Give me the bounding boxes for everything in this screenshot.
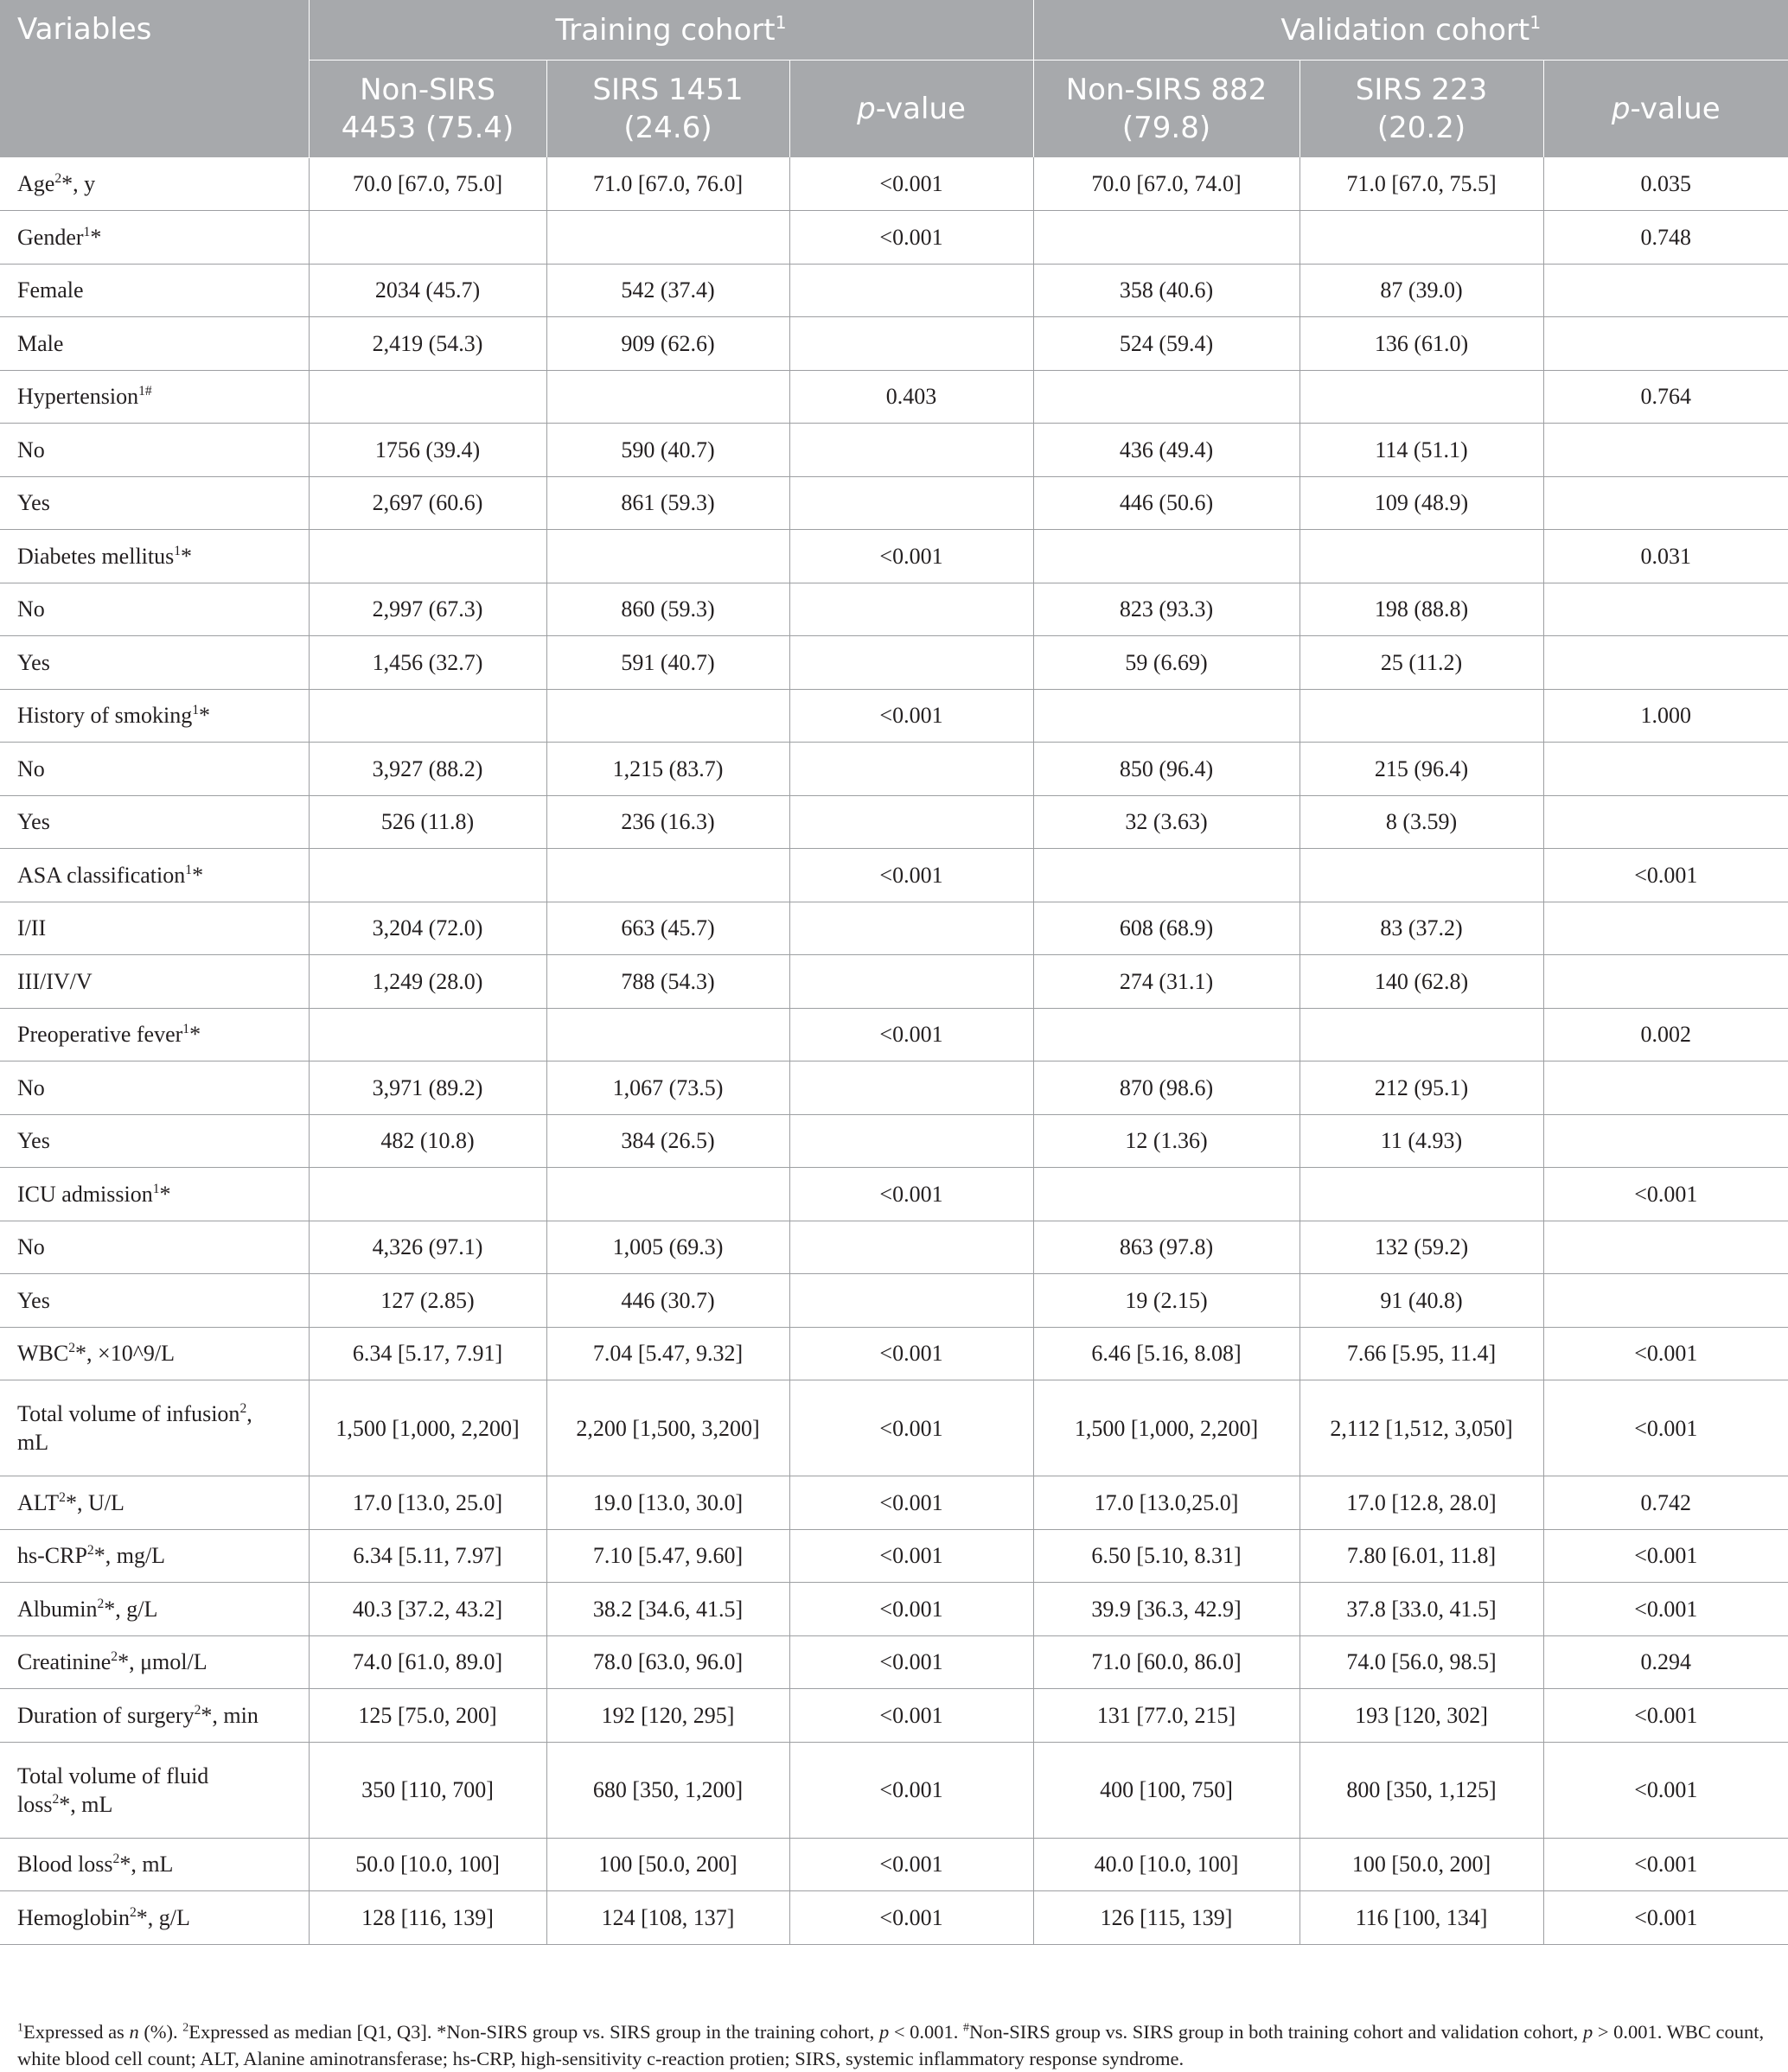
cell-training-sirs — [546, 530, 789, 583]
cell-training-non-sirs: 2,419 (54.3) — [309, 317, 546, 371]
row-label: Diabetes mellitus$^1$* — [0, 530, 309, 583]
cell-training-p-value — [789, 636, 1033, 690]
cell-validation-non-sirs: 823 (93.3) — [1033, 583, 1299, 636]
cell-validation-non-sirs: 126 [115, 139] — [1033, 1891, 1299, 1945]
table-row — [0, 1689, 1788, 1743]
cell-training-p-value: <0.001 — [789, 211, 1033, 265]
table-row — [0, 902, 1788, 955]
cell-validation-non-sirs: 6.46 [5.16, 8.08] — [1033, 1327, 1299, 1380]
cell-training-sirs: 100 [50.0, 200] — [546, 1838, 789, 1891]
row-label: Total volume of infusion$^2$, mL — [0, 1380, 309, 1476]
table-row — [0, 1114, 1788, 1168]
cell-training-sirs: 124 [108, 137] — [546, 1891, 789, 1945]
cell-training-p-value: <0.001 — [789, 1476, 1033, 1530]
cell-training-non-sirs: 1,249 (28.0) — [309, 955, 546, 1009]
cell-validation-p-value — [1543, 1221, 1788, 1274]
cell-training-non-sirs: 3,204 (72.0) — [309, 902, 546, 955]
cell-validation-non-sirs: 59 (6.69) — [1033, 636, 1299, 690]
cell-validation-p-value: <0.001 — [1543, 1891, 1788, 1945]
cell-validation-non-sirs: 608 (68.9) — [1033, 902, 1299, 955]
cell-training-p-value — [789, 424, 1033, 477]
table-row — [0, 689, 1788, 743]
cell-validation-p-value: 0.748 — [1543, 211, 1788, 265]
table-row — [0, 1327, 1788, 1380]
table-row — [0, 1529, 1788, 1583]
cell-training-non-sirs: 127 (2.85) — [309, 1274, 546, 1328]
cell-training-non-sirs — [309, 689, 546, 743]
cell-validation-non-sirs: 40.0 [10.0, 100] — [1033, 1838, 1299, 1891]
cell-training-sirs: 38.2 [34.6, 41.5] — [546, 1583, 789, 1636]
cell-validation-non-sirs — [1033, 1168, 1299, 1221]
cell-training-sirs: 236 (16.3) — [546, 795, 789, 849]
cell-training-sirs: 2,200 [1,500, 3,200] — [546, 1380, 789, 1476]
row-label: No — [0, 424, 309, 477]
header-validation-p-value: p-value — [1543, 61, 1788, 158]
cell-validation-sirs — [1299, 689, 1543, 743]
row-label: Albumin$^2$*, g/L — [0, 1583, 309, 1636]
row-label: ALT$^2$*, U/L — [0, 1476, 309, 1530]
row-label: I/II — [0, 902, 309, 955]
table-row — [0, 1583, 1788, 1636]
cell-training-non-sirs — [309, 211, 546, 265]
table-row — [0, 370, 1788, 424]
table-row — [0, 1008, 1788, 1062]
cell-validation-non-sirs: 274 (31.1) — [1033, 955, 1299, 1009]
cell-training-p-value: <0.001 — [789, 1742, 1033, 1838]
cell-training-non-sirs: 2,997 (67.3) — [309, 583, 546, 636]
cell-validation-p-value — [1543, 424, 1788, 477]
cell-training-p-value — [789, 955, 1033, 1009]
cell-training-non-sirs: 4,326 (97.1) — [309, 1221, 546, 1274]
cell-validation-non-sirs: 850 (96.4) — [1033, 743, 1299, 796]
row-label: III/IV/V — [0, 955, 309, 1009]
cell-validation-sirs: 193 [120, 302] — [1299, 1689, 1543, 1743]
cell-training-p-value: <0.001 — [789, 530, 1033, 583]
cell-validation-non-sirs — [1033, 1008, 1299, 1062]
row-label: No — [0, 1221, 309, 1274]
cell-training-non-sirs: 74.0 [61.0, 89.0] — [309, 1635, 546, 1689]
cell-validation-sirs: 215 (96.4) — [1299, 743, 1543, 796]
table-row — [0, 530, 1788, 583]
row-label: hs-CRP$^2$*, mg/L — [0, 1529, 309, 1583]
cell-training-non-sirs — [309, 1168, 546, 1221]
table-row — [0, 955, 1788, 1009]
table-row — [0, 211, 1788, 265]
cell-training-p-value — [789, 264, 1033, 317]
cell-validation-sirs: 87 (39.0) — [1299, 264, 1543, 317]
row-label: Yes — [0, 476, 309, 530]
cell-training-sirs: 1,067 (73.5) — [546, 1062, 789, 1115]
cell-validation-p-value: 0.764 — [1543, 370, 1788, 424]
cell-training-sirs: 788 (54.3) — [546, 955, 789, 1009]
cell-training-sirs: 1,005 (69.3) — [546, 1221, 789, 1274]
table-row — [0, 264, 1788, 317]
row-label: Hypertension$^{1\#}$ — [0, 370, 309, 424]
row-label: ICU admission$^1$* — [0, 1168, 309, 1221]
cell-validation-sirs: 11 (4.93) — [1299, 1114, 1543, 1168]
cell-training-sirs: 680 [350, 1,200] — [546, 1742, 789, 1838]
cell-training-non-sirs: 40.3 [37.2, 43.2] — [309, 1583, 546, 1636]
cell-validation-sirs: 74.0 [56.0, 98.5] — [1299, 1635, 1543, 1689]
cell-training-p-value — [789, 317, 1033, 371]
cell-training-non-sirs: 3,927 (88.2) — [309, 743, 546, 796]
cell-training-non-sirs — [309, 530, 546, 583]
row-label: Hemoglobin$^2$*, g/L — [0, 1891, 309, 1945]
cell-validation-p-value — [1543, 264, 1788, 317]
cell-validation-p-value — [1543, 1062, 1788, 1115]
row-label: Duration of surgery$^2$*, min — [0, 1689, 309, 1743]
cell-training-p-value — [789, 743, 1033, 796]
cell-validation-non-sirs: 39.9 [36.3, 42.9] — [1033, 1583, 1299, 1636]
cell-training-p-value — [789, 1114, 1033, 1168]
table-row — [0, 317, 1788, 371]
cell-validation-non-sirs: 32 (3.63) — [1033, 795, 1299, 849]
table-row — [0, 1274, 1788, 1328]
cell-training-non-sirs: 1,456 (32.7) — [309, 636, 546, 690]
cell-validation-sirs: 8 (3.59) — [1299, 795, 1543, 849]
cell-training-p-value: 0.403 — [789, 370, 1033, 424]
cell-training-p-value: <0.001 — [789, 1635, 1033, 1689]
cell-training-non-sirs: 6.34 [5.11, 7.97] — [309, 1529, 546, 1583]
cell-training-non-sirs: 2034 (45.7) — [309, 264, 546, 317]
cell-validation-non-sirs: 870 (98.6) — [1033, 1062, 1299, 1115]
table-row — [0, 849, 1788, 902]
cell-validation-sirs: 37.8 [33.0, 41.5] — [1299, 1583, 1543, 1636]
cell-training-sirs — [546, 1168, 789, 1221]
cell-validation-non-sirs: 70.0 [67.0, 74.0] — [1033, 157, 1299, 211]
cell-training-p-value — [789, 1274, 1033, 1328]
cell-training-non-sirs: 350 [110, 700] — [309, 1742, 546, 1838]
cell-validation-sirs: 17.0 [12.8, 28.0] — [1299, 1476, 1543, 1530]
table-row — [0, 795, 1788, 849]
header-training-sirs: SIRS 1451 (24.6) — [546, 61, 789, 158]
cell-validation-sirs: 2,112 [1,512, 3,050] — [1299, 1380, 1543, 1476]
cell-validation-sirs: 800 [350, 1,125] — [1299, 1742, 1543, 1838]
cell-validation-p-value — [1543, 583, 1788, 636]
cell-training-sirs: 384 (26.5) — [546, 1114, 789, 1168]
table-footnote: $^1$Expressed as n (%). $^2$Expressed as median [Q1, Q3]. *Non-SIRS group vs. SIRS group in the training cohort, p < 0.001. #Non-SIRS group vs. SIRS group in both training cohort and validation cohort, p > 0.001. WBC count, white blood cell count; ALT, Alanine aminotransferase; hs-CRP, high-sensitivity c-reaction protien; SIRS, systemic inflammatory response syndrome. — [17, 2021, 1765, 2069]
cell-validation-p-value: <0.001 — [1543, 1327, 1788, 1380]
cell-validation-p-value — [1543, 743, 1788, 796]
row-label: No — [0, 1062, 309, 1115]
cell-training-sirs — [546, 211, 789, 265]
table-row — [0, 583, 1788, 636]
cell-training-non-sirs — [309, 849, 546, 902]
cell-training-sirs: 590 (40.7) — [546, 424, 789, 477]
row-label: Yes — [0, 795, 309, 849]
cell-validation-p-value — [1543, 902, 1788, 955]
cell-validation-sirs: 116 [100, 134] — [1299, 1891, 1543, 1945]
row-label: Yes — [0, 636, 309, 690]
table-row — [0, 1891, 1788, 1945]
cell-training-non-sirs: 1,500 [1,000, 2,200] — [309, 1380, 546, 1476]
table-row — [0, 1742, 1788, 1838]
cell-validation-p-value: <0.001 — [1543, 1168, 1788, 1221]
cell-validation-sirs: 136 (61.0) — [1299, 317, 1543, 371]
cell-validation-sirs: 71.0 [67.0, 75.5] — [1299, 157, 1543, 211]
table-row — [0, 1062, 1788, 1115]
header-training-non-sirs: Non-SIRS 4453 (75.4) — [309, 61, 546, 158]
cell-validation-p-value: 0.742 — [1543, 1476, 1788, 1530]
cell-validation-p-value: <0.001 — [1543, 1529, 1788, 1583]
cell-training-p-value: <0.001 — [789, 1838, 1033, 1891]
cell-training-sirs: 192 [120, 295] — [546, 1689, 789, 1743]
table-row — [0, 1221, 1788, 1274]
table-row — [0, 743, 1788, 796]
row-label: Male — [0, 317, 309, 371]
cell-training-p-value — [789, 795, 1033, 849]
cell-training-sirs: 861 (59.3) — [546, 476, 789, 530]
cell-training-p-value: <0.001 — [789, 1891, 1033, 1945]
cell-training-sirs: 7.10 [5.47, 9.60] — [546, 1529, 789, 1583]
cell-validation-sirs — [1299, 1008, 1543, 1062]
header-validation-sirs: SIRS 223 (20.2) — [1299, 61, 1543, 158]
cell-training-non-sirs: 70.0 [67.0, 75.0] — [309, 157, 546, 211]
cell-training-p-value — [789, 1221, 1033, 1274]
cell-training-p-value: <0.001 — [789, 1008, 1033, 1062]
table-row — [0, 1838, 1788, 1891]
header-validation-cohort: Validation cohort$^1$ — [1033, 0, 1788, 61]
row-label: ASA classification$^1$* — [0, 849, 309, 902]
cell-training-non-sirs: 2,697 (60.6) — [309, 476, 546, 530]
cell-training-p-value — [789, 476, 1033, 530]
row-label: Female — [0, 264, 309, 317]
cell-validation-non-sirs: 446 (50.6) — [1033, 476, 1299, 530]
cell-training-non-sirs: 17.0 [13.0, 25.0] — [309, 1476, 546, 1530]
cell-training-non-sirs — [309, 370, 546, 424]
cell-training-non-sirs: 50.0 [10.0, 100] — [309, 1838, 546, 1891]
cell-training-p-value — [789, 902, 1033, 955]
cell-validation-p-value — [1543, 317, 1788, 371]
cell-validation-p-value: <0.001 — [1543, 1380, 1788, 1476]
row-label: Preoperative fever$^1$* — [0, 1008, 309, 1062]
cell-training-p-value: <0.001 — [789, 849, 1033, 902]
cell-validation-sirs: 83 (37.2) — [1299, 902, 1543, 955]
cell-training-non-sirs: 1756 (39.4) — [309, 424, 546, 477]
cell-training-p-value — [789, 1062, 1033, 1115]
cell-validation-non-sirs — [1033, 689, 1299, 743]
table-row — [0, 636, 1788, 690]
cell-validation-sirs: 212 (95.1) — [1299, 1062, 1543, 1115]
cell-validation-sirs — [1299, 1168, 1543, 1221]
table-row — [0, 1380, 1788, 1476]
cell-validation-p-value: <0.001 — [1543, 1742, 1788, 1838]
cell-training-non-sirs — [309, 1008, 546, 1062]
cell-training-sirs: 7.04 [5.47, 9.32] — [546, 1327, 789, 1380]
table-row — [0, 476, 1788, 530]
cell-validation-p-value: 0.035 — [1543, 157, 1788, 211]
table-row — [0, 1635, 1788, 1689]
cell-training-p-value: <0.001 — [789, 689, 1033, 743]
row-label: Total volume of fluid loss$^2$*, mL — [0, 1742, 309, 1838]
cell-validation-non-sirs — [1033, 849, 1299, 902]
row-label: No — [0, 583, 309, 636]
cell-training-sirs — [546, 370, 789, 424]
cell-validation-non-sirs: 17.0 [13.0,25.0] — [1033, 1476, 1299, 1530]
cell-validation-sirs: 109 (48.9) — [1299, 476, 1543, 530]
cell-validation-sirs: 140 (62.8) — [1299, 955, 1543, 1009]
cell-training-sirs — [546, 849, 789, 902]
cell-validation-sirs: 7.80 [6.01, 11.8] — [1299, 1529, 1543, 1583]
table-row — [0, 1476, 1788, 1530]
cell-training-sirs: 78.0 [63.0, 96.0] — [546, 1635, 789, 1689]
cell-validation-p-value — [1543, 476, 1788, 530]
cell-validation-sirs: 198 (88.8) — [1299, 583, 1543, 636]
cell-validation-p-value — [1543, 795, 1788, 849]
table-body — [0, 157, 1788, 1944]
table-row — [0, 1168, 1788, 1221]
cell-training-sirs: 663 (45.7) — [546, 902, 789, 955]
table-row — [0, 157, 1788, 211]
cell-validation-non-sirs — [1033, 370, 1299, 424]
cell-training-sirs: 591 (40.7) — [546, 636, 789, 690]
header-training-p-value: p-value — [789, 61, 1033, 158]
cell-validation-sirs — [1299, 530, 1543, 583]
cell-validation-p-value: 0.002 — [1543, 1008, 1788, 1062]
cell-validation-sirs: 7.66 [5.95, 11.4] — [1299, 1327, 1543, 1380]
row-label: Gender$^1$* — [0, 211, 309, 265]
cell-validation-sirs: 91 (40.8) — [1299, 1274, 1543, 1328]
cell-training-sirs: 19.0 [13.0, 30.0] — [546, 1476, 789, 1530]
cell-validation-non-sirs: 1,500 [1,000, 2,200] — [1033, 1380, 1299, 1476]
cell-validation-non-sirs — [1033, 211, 1299, 265]
table-row — [0, 424, 1788, 477]
cell-training-p-value: <0.001 — [789, 1168, 1033, 1221]
cell-validation-p-value: 0.294 — [1543, 1635, 1788, 1689]
cell-validation-non-sirs — [1033, 530, 1299, 583]
cell-validation-sirs — [1299, 370, 1543, 424]
cell-training-p-value: <0.001 — [789, 1689, 1033, 1743]
row-label: Yes — [0, 1114, 309, 1168]
cell-validation-p-value — [1543, 1114, 1788, 1168]
cell-training-sirs: 860 (59.3) — [546, 583, 789, 636]
cell-validation-p-value — [1543, 636, 1788, 690]
row-label: Blood loss$^2$*, mL — [0, 1838, 309, 1891]
header-validation-non-sirs: Non-SIRS 882 (79.8) — [1033, 61, 1299, 158]
cell-validation-sirs: 114 (51.1) — [1299, 424, 1543, 477]
cell-validation-non-sirs: 358 (40.6) — [1033, 264, 1299, 317]
cell-validation-non-sirs: 19 (2.15) — [1033, 1274, 1299, 1328]
cell-validation-sirs — [1299, 211, 1543, 265]
cell-validation-non-sirs: 12 (1.36) — [1033, 1114, 1299, 1168]
cell-validation-sirs: 25 (11.2) — [1299, 636, 1543, 690]
cell-validation-p-value: 0.031 — [1543, 530, 1788, 583]
cell-training-sirs: 1,215 (83.7) — [546, 743, 789, 796]
cell-training-non-sirs: 482 (10.8) — [309, 1114, 546, 1168]
cell-training-non-sirs: 6.34 [5.17, 7.91] — [309, 1327, 546, 1380]
cell-training-p-value: <0.001 — [789, 1529, 1033, 1583]
cell-validation-non-sirs: 131 [77.0, 215] — [1033, 1689, 1299, 1743]
cell-training-sirs — [546, 689, 789, 743]
cell-validation-sirs — [1299, 849, 1543, 902]
row-label: Yes — [0, 1274, 309, 1328]
cell-training-sirs: 909 (62.6) — [546, 317, 789, 371]
cell-validation-non-sirs: 6.50 [5.10, 8.31] — [1033, 1529, 1299, 1583]
cell-validation-sirs: 100 [50.0, 200] — [1299, 1838, 1543, 1891]
cell-training-p-value: <0.001 — [789, 1380, 1033, 1476]
row-label: No — [0, 743, 309, 796]
cell-training-p-value: <0.001 — [789, 157, 1033, 211]
row-label: Creatinine$^2$*, μmol/L — [0, 1635, 309, 1689]
cell-training-sirs — [546, 1008, 789, 1062]
cell-validation-p-value: <0.001 — [1543, 849, 1788, 902]
cell-training-non-sirs: 526 (11.8) — [309, 795, 546, 849]
cell-training-sirs: 446 (30.7) — [546, 1274, 789, 1328]
cell-validation-p-value: <0.001 — [1543, 1583, 1788, 1636]
cell-validation-p-value — [1543, 1274, 1788, 1328]
cell-training-p-value: <0.001 — [789, 1327, 1033, 1380]
row-label: History of smoking$^1$* — [0, 689, 309, 743]
cell-training-sirs: 542 (37.4) — [546, 264, 789, 317]
cell-training-non-sirs: 128 [116, 139] — [309, 1891, 546, 1945]
cell-validation-p-value — [1543, 955, 1788, 1009]
header-variables: Variables — [0, 0, 309, 157]
cell-validation-non-sirs: 400 [100, 750] — [1033, 1742, 1299, 1838]
cell-validation-p-value: 1.000 — [1543, 689, 1788, 743]
cell-training-non-sirs: 125 [75.0, 200] — [309, 1689, 546, 1743]
row-label: $WBC^2*$, ×10^9/L — [0, 1327, 309, 1380]
cell-validation-p-value: <0.001 — [1543, 1689, 1788, 1743]
cell-validation-sirs: 132 (59.2) — [1299, 1221, 1543, 1274]
cell-validation-non-sirs: 863 (97.8) — [1033, 1221, 1299, 1274]
row-label: Age$^2$*, y — [0, 157, 309, 211]
cell-validation-non-sirs: 524 (59.4) — [1033, 317, 1299, 371]
cell-validation-non-sirs: 71.0 [60.0, 86.0] — [1033, 1635, 1299, 1689]
cell-training-p-value: <0.001 — [789, 1583, 1033, 1636]
header-training-cohort: Training cohort$^1$ — [309, 0, 1033, 61]
cell-training-p-value — [789, 583, 1033, 636]
cell-training-non-sirs: 3,971 (89.2) — [309, 1062, 546, 1115]
cell-training-sirs: 71.0 [67.0, 76.0] — [546, 157, 789, 211]
cell-validation-p-value: <0.001 — [1543, 1838, 1788, 1891]
cell-validation-non-sirs: 436 (49.4) — [1033, 424, 1299, 477]
